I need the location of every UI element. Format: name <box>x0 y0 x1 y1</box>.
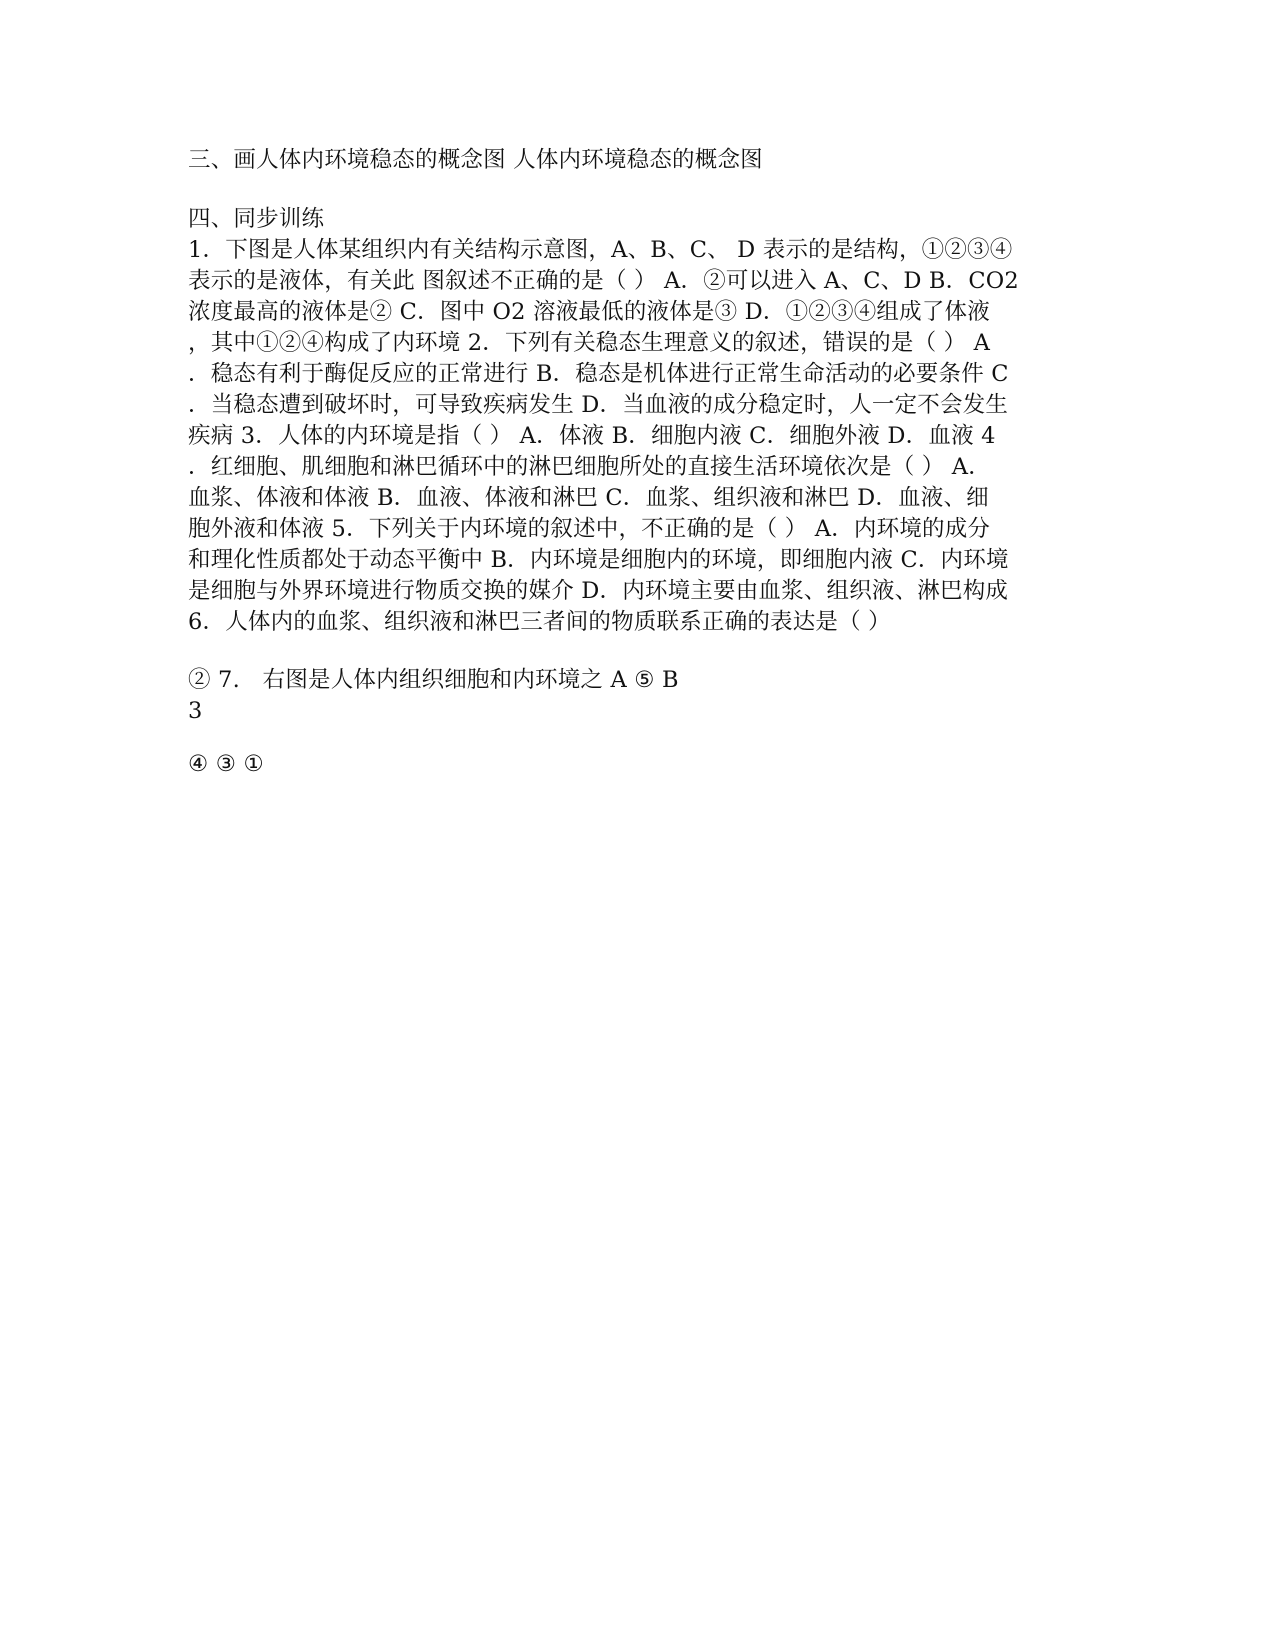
text-line: 3 <box>188 698 203 724</box>
text-line: ．当稳态遭到破坏时，可导致疾病发生 D．当血液的成分稳定时，人一定不会发生 <box>188 392 1009 418</box>
text-line: ② 7. 右图是人体内组织细胞和内环境之 A ⑤ B <box>188 667 679 693</box>
text-line: 血浆、体液和体液 B．血液、体液和淋巴 C．血浆、组织液和淋巴 D．血液、细 <box>188 485 989 511</box>
section-heading-practice: 四、同步训练 <box>188 206 325 232</box>
text-line: ，其中①②④构成了内环境 2．下列有关稳态生理意义的叙述，错误的是（ ） A <box>188 330 991 356</box>
text-line: 和理化性质都处于动态平衡中 B．内环境是细胞内的环境，即细胞内液 C．内环境 <box>188 547 1009 573</box>
text-line: 表示的是液体，有关此 图叙述不正确的是（ ） A．②可以进入 A、C、D B．CO2 <box>188 268 1019 294</box>
section-heading-concept-map: 三、画人体内环境稳态的概念图 人体内环境稳态的概念图 <box>188 147 763 173</box>
text-line: 疾病 3．人体的内环境是指（ ） A．体液 B．细胞内液 C．细胞外液 D．血液 4 <box>188 423 996 449</box>
text-line: 是细胞与外界环境进行物质交换的媒介 D．内环境主要由血浆、组织液、淋巴构成 <box>188 578 1009 604</box>
text-line: 浓度最高的液体是② C．图中 O2 溶液最低的液体是③ D．①②③④组成了体液 <box>188 299 990 325</box>
text-line: ④ ③ ① <box>188 751 264 777</box>
text-line: 1．下图是人体某组织内有关结构示意图，A、B、C、 D 表示的是结构，①②③④ <box>188 237 1013 263</box>
text-line: ．稳态有利于酶促反应的正常进行 B．稳态是机体进行正常生命活动的必要条件 C <box>188 361 1009 387</box>
text-line: ．红细胞、肌细胞和淋巴循环中的淋巴细胞所处的直接生活环境依次是（ ） A． <box>188 454 991 480</box>
text-line: 6．人体内的血浆、组织液和淋巴三者间的物质联系正确的表达是（ ） <box>188 609 891 635</box>
text-line: 胞外液和体液 5．下列关于内环境的叙述中，不正确的是（ ） A．内环境的成分 <box>188 516 991 542</box>
